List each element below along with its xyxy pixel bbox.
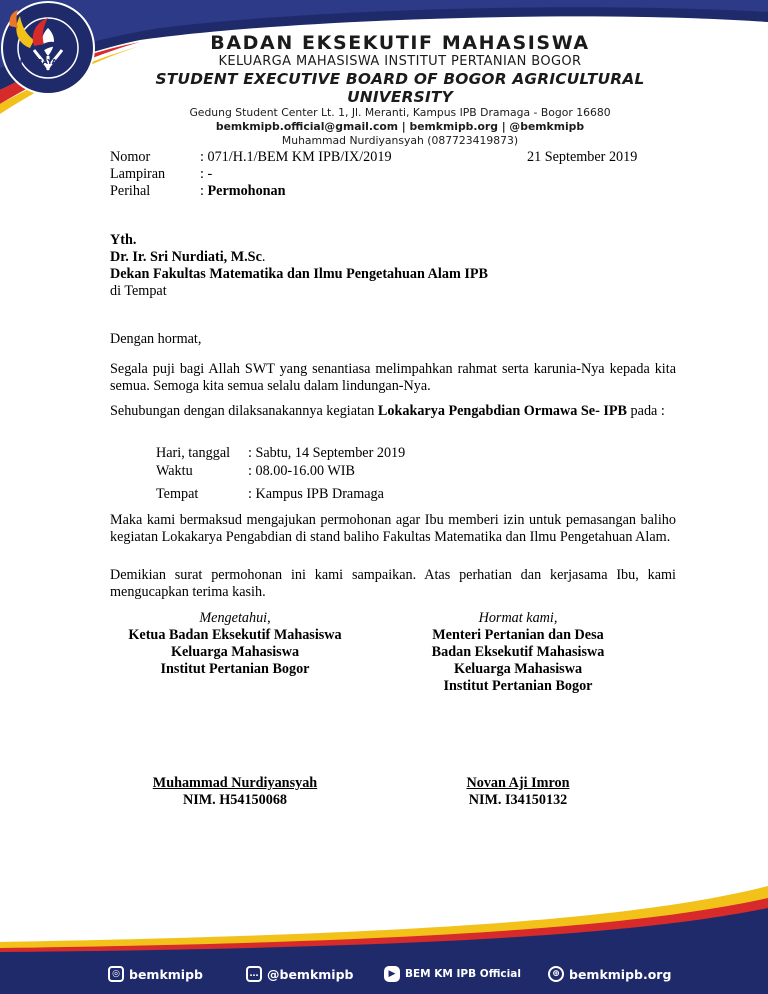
opening-line: Dengan hormat, <box>110 331 202 347</box>
organization-english-name: STUDENT EXECUTIVE BOARD OF BOGOR AGRICULTURAL UNIVERSITY <box>155 70 645 106</box>
signature-right-heading: Hormat kami, <box>478 610 558 626</box>
footer-instagram-handle: bemkmipb <box>129 966 203 982</box>
detail-row-time <box>156 463 355 480</box>
signature-left <box>105 610 365 678</box>
paragraph-2-suffix: pada : <box>627 403 665 419</box>
signature-left-signee <box>105 775 365 809</box>
signature-right-role-4: Institut Pertanian Bogor <box>443 678 593 694</box>
footer-line-handle: @bemkmipb <box>267 966 354 982</box>
karya-raya-logo-icon <box>0 0 66 70</box>
nomor-value: : 071/H.1/BEM KM IPB/IX/2019 <box>200 149 392 165</box>
addressee-greeting: Yth. <box>110 232 137 248</box>
signature-right-role-1: Menteri Pertanian dan Desa <box>432 627 604 643</box>
perihal-label: Perihal <box>110 183 151 199</box>
signature-left-role-2: Keluarga Mahasiswa <box>170 644 300 660</box>
letter-meta <box>110 149 392 200</box>
signature-left-role-1: Ketua Badan Eksekutif Mahasiswa <box>128 627 342 643</box>
paragraph-3: Maka kami bermaksud mengajukan permohonan agar Ibu memberi izin untuk pemasangan baliho kegiatan Lokakarya Pengabdian di stand baliho Fakultas Matematika dan Ilmu Pengetahuan Alam. <box>110 512 676 545</box>
signature-left-heading: Mengetahui <box>199 610 268 626</box>
paragraph-2-prefix: Sehubungan dengan dilaksanakannya kegiatan <box>110 403 378 419</box>
organization-title: BADAN EKSEKUTIF MAHASISWA <box>210 32 590 54</box>
detail-row-place <box>156 486 384 503</box>
lampiran-value: : - <box>200 166 213 182</box>
footer-instagram <box>108 966 203 982</box>
paragraph-1: Segala puji bagi Allah SWT yang senantiasa melimpahkan rahmat serta karunia-Nya kepada kita semua. Semoga kita semua selalu dalam lindungan-Nya. <box>110 361 676 394</box>
perihal-value: Permohonan <box>207 183 286 199</box>
detail-label: Waktu <box>156 463 193 479</box>
lampiran-label: Lampiran <box>110 166 166 182</box>
footer-website-url: bemkmipb.org <box>569 966 672 982</box>
signature-right-role-2: Badan Eksekutif Mahasiswa <box>431 644 605 660</box>
footer-website <box>548 966 671 982</box>
letter-date: 21 September 2019 <box>527 149 638 165</box>
line-app-icon: … <box>246 966 262 982</box>
addressee-position: Dekan Fakultas Matematika dan Ilmu Pengetahuan Alam IPB <box>110 266 488 282</box>
addressee-name-dot: . <box>261 249 266 265</box>
detail-label: Tempat <box>156 486 199 502</box>
signature-right-signee <box>388 775 648 809</box>
event-name: Lokakarya Pengabdian Ormawa Se- IPB <box>377 403 627 419</box>
detail-value: : Sabtu, 14 September 2019 <box>248 445 406 461</box>
instagram-icon: ◎ <box>108 966 124 982</box>
addressee-name: Dr. Ir. Sri Nurdiati, M.Sc <box>110 249 262 265</box>
signature-left-nim: NIM. H54150068 <box>182 792 288 808</box>
addressee-place: di Tempat <box>110 283 167 299</box>
footer-youtube <box>384 966 521 982</box>
signature-right-role-3: Keluarga Mahasiswa <box>453 661 583 677</box>
organization-address: Gedung Student Center Lt. 1, Jl. Meranti, Kampus IPB Dramaga - Bogor 16680 <box>189 106 611 119</box>
signature-right-nim: NIM. I34150132 <box>468 792 568 808</box>
nomor-label: Nomor <box>110 149 151 165</box>
paragraph-4: Demikian surat permohonan ini kami sampaikan. Atas perhatian dan kerjasama Ibu, kami mengucapkan terima kasih. <box>110 567 676 600</box>
signature-left-heading-suffix: , <box>267 610 271 626</box>
signature-left-name: Muhammad Nurdiyansyah <box>152 775 318 791</box>
detail-row-date <box>156 445 405 462</box>
organization-contact-person: Muhammad Nurdiyansyah (087723419873) <box>281 134 519 147</box>
signature-right-name: Novan Aji Imron <box>466 775 570 791</box>
detail-value: : Kampus IPB Dramaga <box>248 486 384 502</box>
addressee-block <box>110 232 488 300</box>
footer-line <box>246 966 353 982</box>
footer-youtube-channel: BEM KM IPB Official <box>405 968 521 980</box>
detail-label: Hari, tanggal <box>156 445 231 461</box>
letterhead-text <box>130 32 670 148</box>
paragraph-2 <box>110 403 676 420</box>
globe-icon: ⊕ <box>548 966 564 982</box>
signature-right <box>388 610 648 695</box>
organization-subtitle: KELUARGA MAHASISWA INSTITUT PERTANIAN BOGOR <box>218 54 582 69</box>
svg-text:KARYA RAYA: KARYA RAYA <box>8 58 58 66</box>
letterhead <box>0 0 768 147</box>
meta-row-nomor <box>110 149 392 166</box>
perihal-prefix: : <box>200 183 208 199</box>
meta-row-lampiran <box>110 166 392 183</box>
signature-left-role-3: Institut Pertanian Bogor <box>160 661 310 677</box>
organization-contacts: bemkmipb.official@gmail.com | bemkmipb.org | @bemkmipb <box>215 120 585 133</box>
youtube-icon: ▶ <box>384 966 400 982</box>
meta-row-perihal <box>110 183 392 200</box>
detail-value: : 08.00-16.00 WIB <box>248 463 355 479</box>
